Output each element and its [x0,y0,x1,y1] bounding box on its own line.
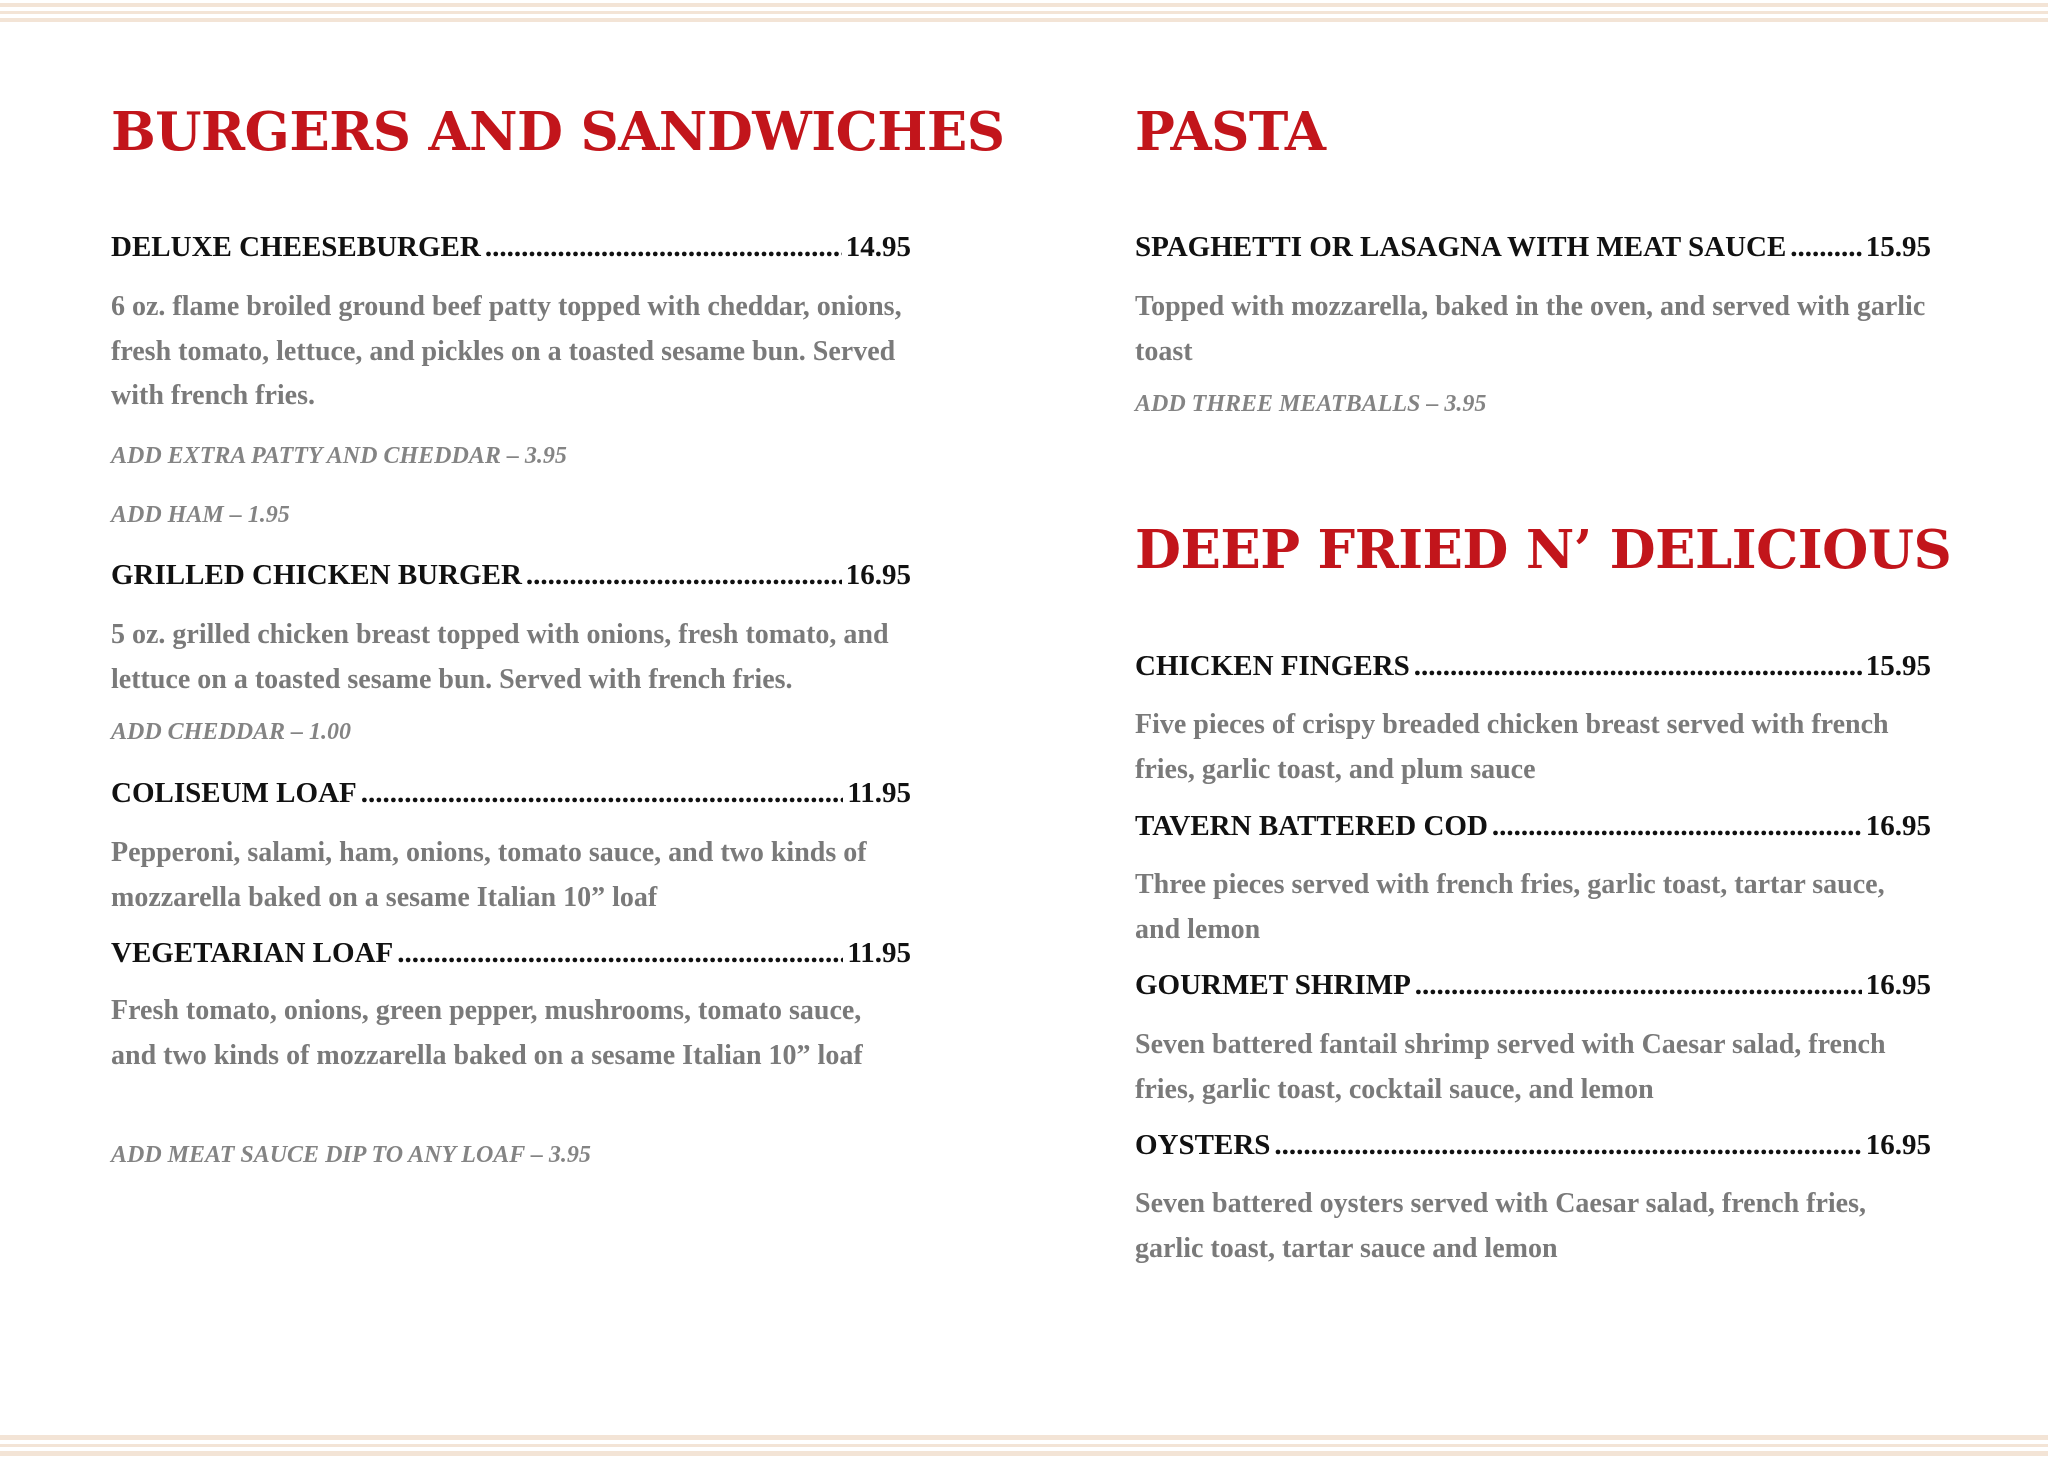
bottom-border-stripe [0,1444,2048,1447]
top-border-stripe [0,18,2048,22]
item-description: Seven battered fantail shrimp served with Caesar salad, french fries, garlic toast, cocktail sauce, and lemon [1135,1029,1886,1105]
item-description: Pepperoni, salami, ham, onions, tomato sauce, and two kinds of mozzarella baked on a sesame Italian 10” loaf [111,837,867,913]
item-price: 16.95 [1865,969,1931,1001]
menu-item-spaghetti-lasagna [1135,230,1931,264]
item-name: COLISEUM LOAF [111,777,357,809]
item-description: Five pieces of crispy breaded chicken breast served with french fries, garlic toast, and plum sauce [1135,709,1889,785]
section-title-burgers: BURGERS AND SANDWICHES [111,101,1005,163]
dot-leader [485,230,842,264]
dot-leader [361,776,844,810]
item-price: 15.95 [1865,231,1931,263]
bottom-border-stripe [0,1451,2048,1456]
bottom-border-stripe [0,1435,2048,1440]
menu-item-coliseum-loaf [111,776,911,810]
item-price: 14.95 [845,231,911,263]
item-name: OYSTERS [1135,1129,1271,1161]
section-title-pasta: PASTA [1135,101,1326,163]
menu-item-vegetarian-loaf [111,936,911,970]
item-name: CHICKEN FINGERS [1135,650,1410,682]
item-name: SPAGHETTI OR LASAGNA WITH MEAT SAUCE [1135,231,1787,263]
item-addon: ADD THREE MEATBALLS – 3.95 [1135,391,1487,417]
item-name: GRILLED CHICKEN BURGER [111,559,522,591]
dot-leader [1492,809,1862,843]
top-border-stripe [0,3,2048,7]
top-border-stripe [0,11,2048,14]
menu-item-chicken-fingers [1135,649,1931,683]
item-name: VEGETARIAN LOAF [111,937,394,969]
item-addon: ADD EXTRA PATTY AND CHEDDAR – 3.95 [111,443,567,469]
dot-leader [1415,968,1862,1002]
item-name: GOURMET SHRIMP [1135,969,1411,1001]
menu-item-grilled-chicken-burger [111,558,911,592]
item-description: Three pieces served with french fries, garlic toast, tartar sauce, and lemon [1135,869,1885,945]
item-price: 11.95 [847,937,911,969]
section-title-deep-fried: DEEP FRIED N’ DELICIOUS [1135,519,1952,581]
item-addon: ADD MEAT SAUCE DIP TO ANY LOAF – 3.95 [111,1142,591,1168]
item-price: 16.95 [845,559,911,591]
item-description: Seven battered oysters served with Caesar salad, french fries, garlic toast, tartar sauce and lemon [1135,1188,1867,1264]
item-addon: ADD HAM – 1.95 [111,502,290,528]
dot-leader [1414,649,1862,683]
dot-leader [397,936,843,970]
item-description: 5 oz. grilled chicken breast topped with onions, fresh tomato, and lettuce on a toasted sesame bun. Served with french fries. [111,619,889,695]
item-price: 16.95 [1865,810,1931,842]
menu-item-tavern-battered-cod [1135,809,1931,843]
menu-item-oysters [1135,1128,1931,1162]
item-description: Fresh tomato, onions, green pepper, mushrooms, tomato sauce, and two kinds of mozzarella baked on a sesame Italian 10” loaf [111,995,863,1071]
item-price: 16.95 [1865,1129,1931,1161]
item-description: 6 oz. flame broiled ground beef patty topped with cheddar, onions, fresh tomato, lettuce, and pickles on a toasted sesame bun. Served with french fries. [111,291,902,411]
item-price: 15.95 [1865,650,1931,682]
dot-leader [1274,1128,1861,1162]
item-price: 11.95 [847,777,911,809]
menu-item-gourmet-shrimp [1135,968,1931,1002]
menu-item-deluxe-cheeseburger [111,230,911,264]
dot-leader [526,558,842,592]
item-addon: ADD CHEDDAR – 1.00 [111,719,352,745]
item-name: DELUXE CHEESEBURGER [111,231,481,263]
dot-leader [1790,230,1861,264]
item-name: TAVERN BATTERED COD [1135,810,1488,842]
item-description: Topped with mozzarella, baked in the oven, and served with garlic toast [1135,291,1926,367]
